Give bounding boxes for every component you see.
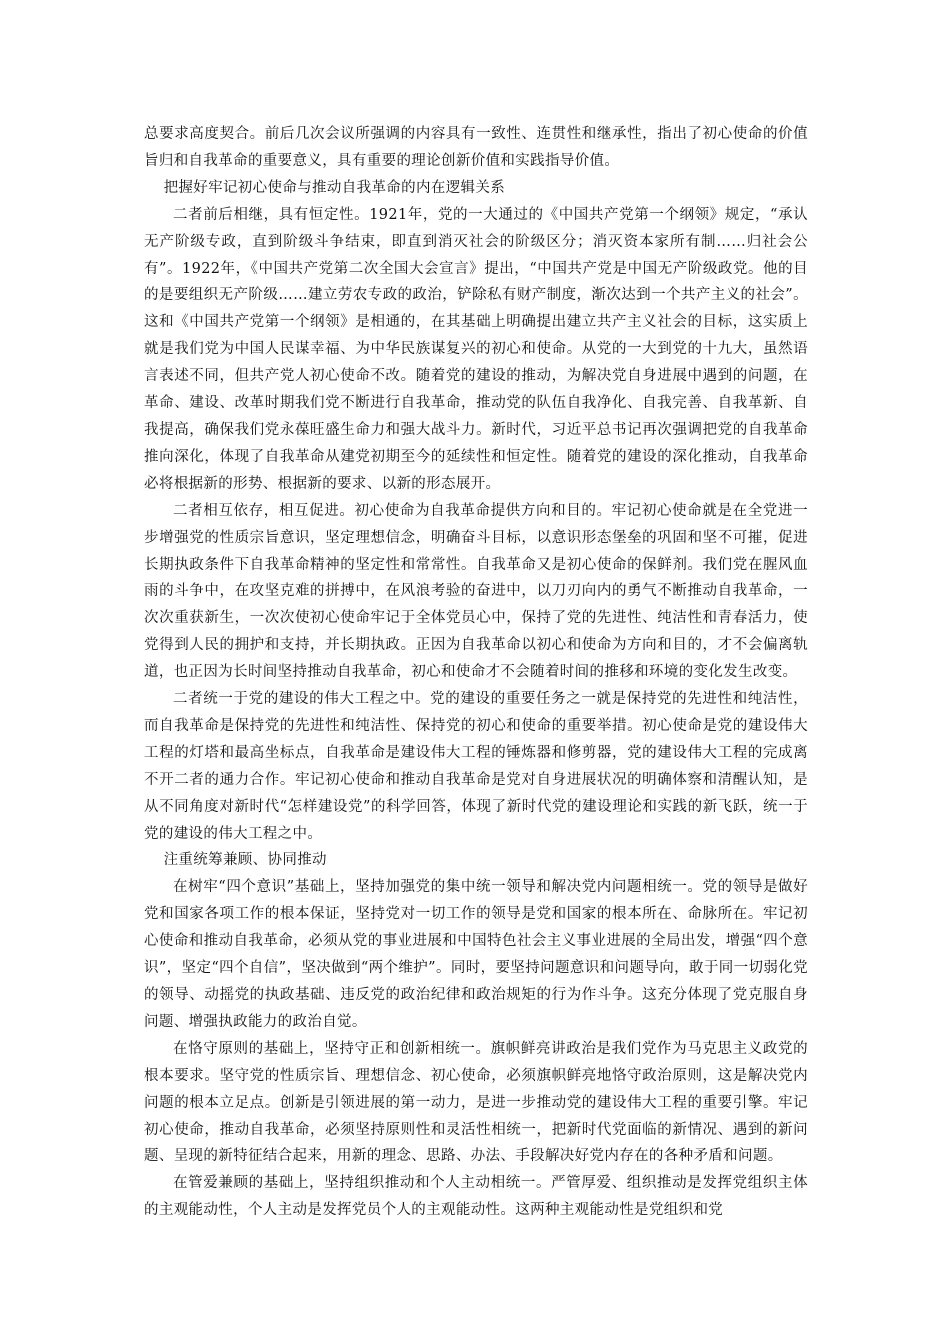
section-heading: 把握好牢记初心使命与推动自我革命的内在逻辑关系 [163,179,506,196]
body-paragraph: 在管爱兼顾的基础上，坚持组织推动和个人主动相统一。严管厚爱、组织推动是发挥党组织主体的主观能动性，个人主动是发挥党员个人的主观能动性。这两种主观能动性是党组织和党 [144,1175,808,1219]
body-paragraph: 在树牢“四个意识”基础上，坚持加强党的集中统一领导和解决党内问题相统一。党的领导是做好党和国家各项工作的根本保证，坚持党对一切工作的领导是党和国家的根本所在、命脉所在。牢记初心使命和推动自我革命，必须从党的事业进展和中国特色社会主义事业进展的全局出发，增强“四个意识”，坚定“四个自信”，坚决做到“两个维护”。同时，要坚持问题意识和问题导向，敢于同一切弱化党的领导、动摇党的执政基础、违反党的政治纪律和政治规矩的行为作斗争。这充分体现了党克服自身问题、增强执政能力的政治自觉。 [144,879,808,1030]
body-paragraph: 总要求高度契合。前后几次会议所强调的内容具有一致性、连贯性和继承性，指出了初心使命的价值旨归和自我革命的重要意义，具有重要的理论创新价值和实践指导价值。 [144,126,808,169]
document-page [144,121,808,1224]
body-paragraph: 二者统一于党的建设的伟大工程之中。党的建设的重要任务之一就是保持党的先进性和纯洁性，而自我革命是保持党的先进性和纯洁性、保持党的初心和使命的重要举措。初心使命是党的建设伟大工程的灯塔和最高坐标点，自我革命是建设伟大工程的锤炼器和修剪器，党的建设伟大工程的完成离不开二者的通力合作。牢记初心使命和推动自我革命是党对自身进展状况的明确体察和清醒认知，是从不同角度对新时代“怎样建设党”的科学回答，体现了新时代党的建设理论和实践的新飞跃，统一于党的建设的伟大工程之中。 [144,691,808,842]
body-paragraph: 二者前后相继，具有恒定性。1921年，党的一大通过的《中国共产党第一个纲领》规定，“承认无产阶级专政，直到阶级斗争结束，即直到消灭社会的阶级区分；消灭资本家所有制……归社会公有”。1922年，《中国共产党第二次全国大会宣言》提出，“中国共产党是中国无产阶级政党。他的目的是要组织无产阶级……建立劳农专政的政治，铲除私有财产制度，渐次达到一个共产主义的社会”。这和《中国共产党第一个纲领》是相通的，在其基础上明确提出建立共产主义社会的目标，这实质上就是我们党为中国人民谋幸福、为中华民族谋复兴的初心和使命。从党的一大到党的十九大，虽然语言表述不同，但共产党人初心使命不改。随着党的建设的推动，为解决党自身进展中遇到的问题，在革命、建设、改革时期我们党不断进行自我革命，推动党的队伍自我净化、自我完善、自我革新、自我提高，确保我们党永葆旺盛生命力和强大战斗力。新时代，习近平总书记再次强调把党的自我革命推向深化，体现了自我革命从建党初期至今的延续性和恒定性。随着党的建设的深化推动，自我革命必将根据新的形势、根据新的要求、以新的形态展开。 [144,206,808,492]
body-paragraph: 在恪守原则的基础上，坚持守正和创新相统一。旗帜鲜亮讲政治是我们党作为马克思主义政党的根本要求。坚守党的性质宗旨、理想信念、初心使命，必须旗帜鲜亮地恪守政治原则，这是解决党内问题的根本立足点。创新是引领进展的第一动力，是进一步推动党的建设伟大工程的重要引擎。牢记初心使命，推动自我革命，必须坚持原则性和灵活性相统一，把新时代党面临的新情况、遇到的新问题、呈现的新特征结合起来，用新的理念、思路、办法、手段解决好党内存在的各种矛盾和问题。 [144,1040,808,1165]
section-heading: 注重统筹兼顾、协同推动 [163,852,327,869]
body-paragraph: 二者相互依存，相互促进。初心使命为自我革命提供方向和目的。牢记初心使命就是在全党进一步增强党的性质宗旨意识，坚定理想信念，明确奋斗目标，以意识形态堡垒的巩固和坚不可摧，促进长期执政条件下自我革命精神的坚定性和常常性。自我革命又是初心使命的保鲜剂。我们党在腥风血雨的斗争中，在攻坚克难的拼搏中，在风浪考验的奋进中，以刀刃向内的勇气不断推动自我革命，一次次重获新生，一次次使初心使命牢记于全体党员心中，保持了党的先进性、纯洁性和青春活力，使党得到人民的拥护和支持，并长期执政。正因为自我革命以初心和使命为方向和目的，才不会偏离轨道，也正因为长时间坚持推动自我革命，初心和使命才不会随着时间的推移和环境的变化发生改变。 [144,502,808,681]
